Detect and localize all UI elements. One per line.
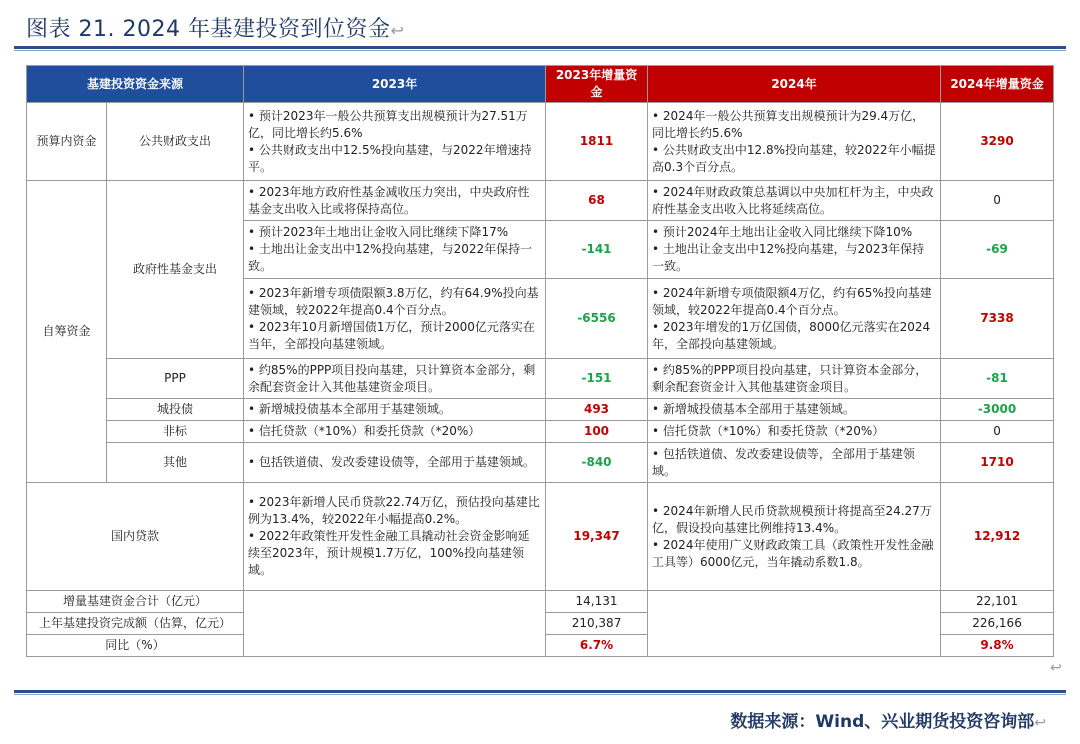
- empty-cell: [648, 591, 941, 657]
- empty-cell: [244, 591, 546, 657]
- table-row: [27, 181, 1054, 221]
- sub-cell: PPP: [107, 359, 244, 399]
- chart-title: [26, 12, 404, 43]
- desc-2024: • 2024年财政政策总基调以中央加杠杆为主，中央政府性基金支出收入比将延续高位。: [648, 181, 941, 221]
- summary-row: [27, 591, 1054, 613]
- header-row: [27, 66, 1054, 103]
- desc-2024: • 2024年一般公共预算支出规模预计为29.4万亿，同比增长约5.6% • 公共财政支出中12.8%投向基建，较2022年小幅提高0.3个百分点。: [648, 103, 941, 181]
- table-row: [27, 103, 1054, 181]
- bottom-rule: [14, 690, 1066, 693]
- summary-2023: 210,387: [546, 613, 648, 635]
- value-2023: 1811: [546, 103, 648, 181]
- value-2024: -3000: [941, 399, 1054, 421]
- value-2023: 68: [546, 181, 648, 221]
- value-2024: -69: [941, 221, 1054, 279]
- sub-cell: 政府性基金支出: [107, 181, 244, 359]
- sub-cell: 城投债: [107, 399, 244, 421]
- desc-2024: • 预计2024年土地出让金收入同比继续下降10% • 土地出让金支出中12%投向基建，与2023年保持一致。: [648, 221, 941, 279]
- source-note: [730, 707, 1046, 732]
- desc-2024: • 2024年新增人民币贷款规模预计将提高至24.27万亿，假设投向基建比例维持13.4%。 • 2024年使用广义财政政策工具（政策性开发性金融工具等）6000亿元，当年撬动系数1.8。: [648, 483, 941, 591]
- sub-cell: 公共财政支出: [107, 103, 244, 181]
- summary-2024: 226,166: [941, 613, 1054, 635]
- source-text: 数据来源：Wind、兴业期货投资咨询部: [730, 712, 1035, 732]
- desc-2023: • 新增城投债基本全部用于基建领域。: [244, 399, 546, 421]
- sub-cell: 其他: [107, 443, 244, 483]
- header-2023-increment: 2023年增量资金: [546, 66, 648, 103]
- paragraph-mark-icon: ↩: [1050, 660, 1062, 676]
- group-cell: 国内贷款: [27, 483, 244, 591]
- table-row: [27, 359, 1054, 399]
- value-2024: 12,912: [941, 483, 1054, 591]
- desc-2023: • 预计2023年土地出让金收入同比继续下降17% • 土地出让金支出中12%投向基建，与2022年保持一致。: [244, 221, 546, 279]
- desc-2023: • 约85%的PPP项目投向基建，只计算资本金部分，剩余配套资金计入其他基建资金项目。: [244, 359, 546, 399]
- desc-2023: • 包括铁道债、发改委建设债等，全部用于基建领域。: [244, 443, 546, 483]
- value-2024: 1710: [941, 443, 1054, 483]
- desc-2024: • 信托贷款（*10%）和委托贷款（*20%）: [648, 421, 941, 443]
- desc-2023: • 信托贷款（*10%）和委托贷款（*20%）: [244, 421, 546, 443]
- funding-table: [26, 65, 1054, 657]
- value-2023: -141: [546, 221, 648, 279]
- value-2024: 7338: [941, 279, 1054, 359]
- table-row: [27, 399, 1054, 421]
- paragraph-mark-icon: ↩: [390, 21, 405, 40]
- value-2024: -81: [941, 359, 1054, 399]
- summary-2023: 6.7%: [546, 635, 648, 657]
- header-2023: 2023年: [244, 66, 546, 103]
- value-2023: 100: [546, 421, 648, 443]
- table-row: [27, 483, 1054, 591]
- header-source: 基建投资资金来源: [27, 66, 244, 103]
- group-cell: 自筹资金: [27, 181, 107, 483]
- desc-2023: • 2023年新增人民币贷款22.74万亿，预估投向基建比例为13.4%，较2022年小幅提高0.2%。 • 2022年政策性开发性金融工具撬动社会资金影响延续至2023年，预计规模1.7万亿，100%投向基建领域。: [244, 483, 546, 591]
- desc-2023: • 2023年新增专项债限额3.8万亿，约有64.9%投向基建领域，较2022年提高0.4个百分点。 • 2023年10月新增国债1万亿，预计2000亿元落实在当年，全部投向基建领域。: [244, 279, 546, 359]
- value-2023: -151: [546, 359, 648, 399]
- summary-2023: 14,131: [546, 591, 648, 613]
- value-2023: -6556: [546, 279, 648, 359]
- desc-2024: • 包括铁道债、发改委建设债等，全部用于基建领域。: [648, 443, 941, 483]
- header-2024: 2024年: [648, 66, 941, 103]
- summary-label: 增量基建资金合计（亿元）: [27, 591, 244, 613]
- value-2024: 3290: [941, 103, 1054, 181]
- summary-label: 同比（%）: [27, 635, 244, 657]
- value-2023: 19,347: [546, 483, 648, 591]
- table-row: [27, 421, 1054, 443]
- value-2024: 0: [941, 181, 1054, 221]
- summary-2024: 9.8%: [941, 635, 1054, 657]
- desc-2023: • 2023年地方政府性基金减收压力突出，中央政府性基金支出收入比或将保持高位。: [244, 181, 546, 221]
- group-cell: 预算内资金: [27, 103, 107, 181]
- top-rule: [14, 46, 1066, 49]
- summary-label: 上年基建投资完成额（估算，亿元）: [27, 613, 244, 635]
- sub-cell: 非标: [107, 421, 244, 443]
- desc-2023: • 预计2023年一般公共预算支出规模预计为27.51万亿，同比增长约5.6% • 公共财政支出中12.5%投向基建，与2022年增速持平。: [244, 103, 546, 181]
- desc-2024: • 2024年新增专项债限额4万亿，约有65%投向基建领域，较2022年提高0.4个百分点。 • 2023年增发的1万亿国债，8000亿元落实在2024年，全部投向基建领域。: [648, 279, 941, 359]
- top-rule-thin: [14, 50, 1066, 51]
- desc-2024: • 新增城投债基本全部用于基建领域。: [648, 399, 941, 421]
- summary-2024: 22,101: [941, 591, 1054, 613]
- title-text: 图表 21. 2024 年基建投资到位资金: [26, 17, 391, 42]
- value-2023: -840: [546, 443, 648, 483]
- desc-2024: • 约85%的PPP项目投向基建，只计算资本金部分，剩余配套资金计入其他基建资金项目。: [648, 359, 941, 399]
- value-2023: 493: [546, 399, 648, 421]
- header-2024-increment: 2024年增量资金: [941, 66, 1054, 103]
- table-row: [27, 443, 1054, 483]
- bottom-rule-thin: [14, 694, 1066, 695]
- paragraph-mark-icon: ↩: [1034, 715, 1046, 731]
- value-2024: 0: [941, 421, 1054, 443]
